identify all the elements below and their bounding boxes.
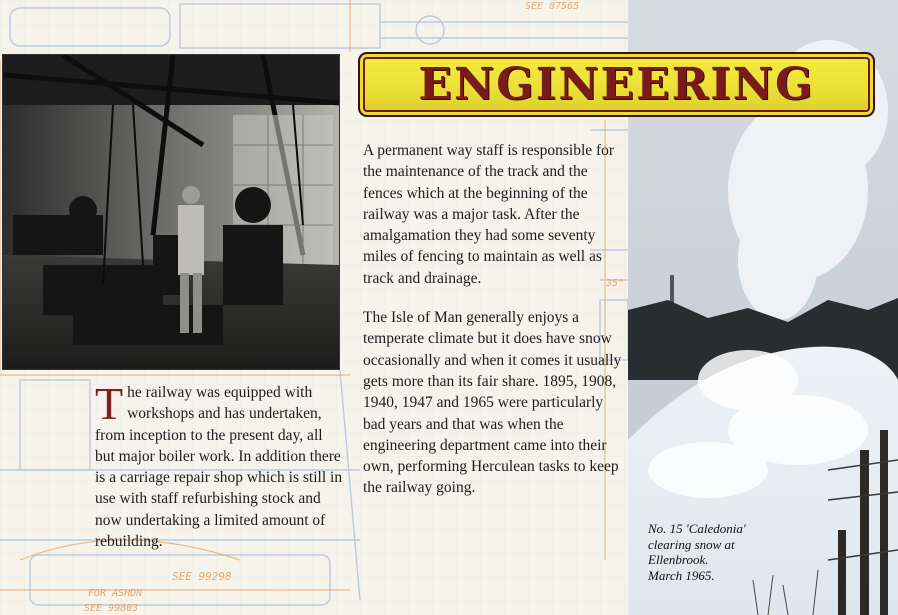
drop-cap: T — [95, 378, 124, 429]
blueprint-marker: 35" — [606, 278, 625, 289]
photo-caption — [648, 521, 758, 583]
body-text-column — [363, 140, 625, 517]
blueprint-label-ashdn: FOR ASHDN — [88, 588, 143, 599]
blueprint-label-mid: SEE 99298 — [172, 570, 232, 583]
paragraph-permanent-way: A permanent way staff is responsible for the maintenance of the track and the fences which at the beginning of the railway was a major task. After the amalgamation they had some seventy miles of fencing to maintain as well as track and drainage. — [363, 142, 615, 287]
page-title: ENGINEERING — [418, 59, 815, 110]
workshop-photo-image — [3, 55, 339, 369]
workshop-intro — [95, 378, 345, 552]
blueprint-label-bottom: SEE 99803 — [84, 603, 139, 614]
blueprint-label-top: SEE 87565 — [525, 1, 580, 12]
caption-line-4: March 1965. — [648, 567, 715, 583]
title-banner — [358, 52, 875, 117]
paragraph-snow: The Isle of Man generally enjoys a temperate climate but it does have snow occasionally and when it comes it usually gets more than its fair share. 1895, 1908, 1940, 1947 and 1965 were particularly bad years and that was when the engineering department came into their own, performing Herculean tasks to keep the railway going. — [363, 309, 622, 497]
caption-line-2: clearing snow at — [648, 536, 735, 552]
workshop-photo — [2, 54, 340, 370]
intro-text: he railway was equipped with workshops and has undertaken, from inception to the present day, all but major boiler work. In addition there is a carriage repair shop which is still in use with staff refurbishing stock and now undertaking a limited amount of rebuilding. — [95, 384, 343, 551]
caption-line-1: No. 15 'Caledonia' — [648, 521, 746, 536]
caption-line-3: Ellenbrook. — [648, 552, 709, 567]
